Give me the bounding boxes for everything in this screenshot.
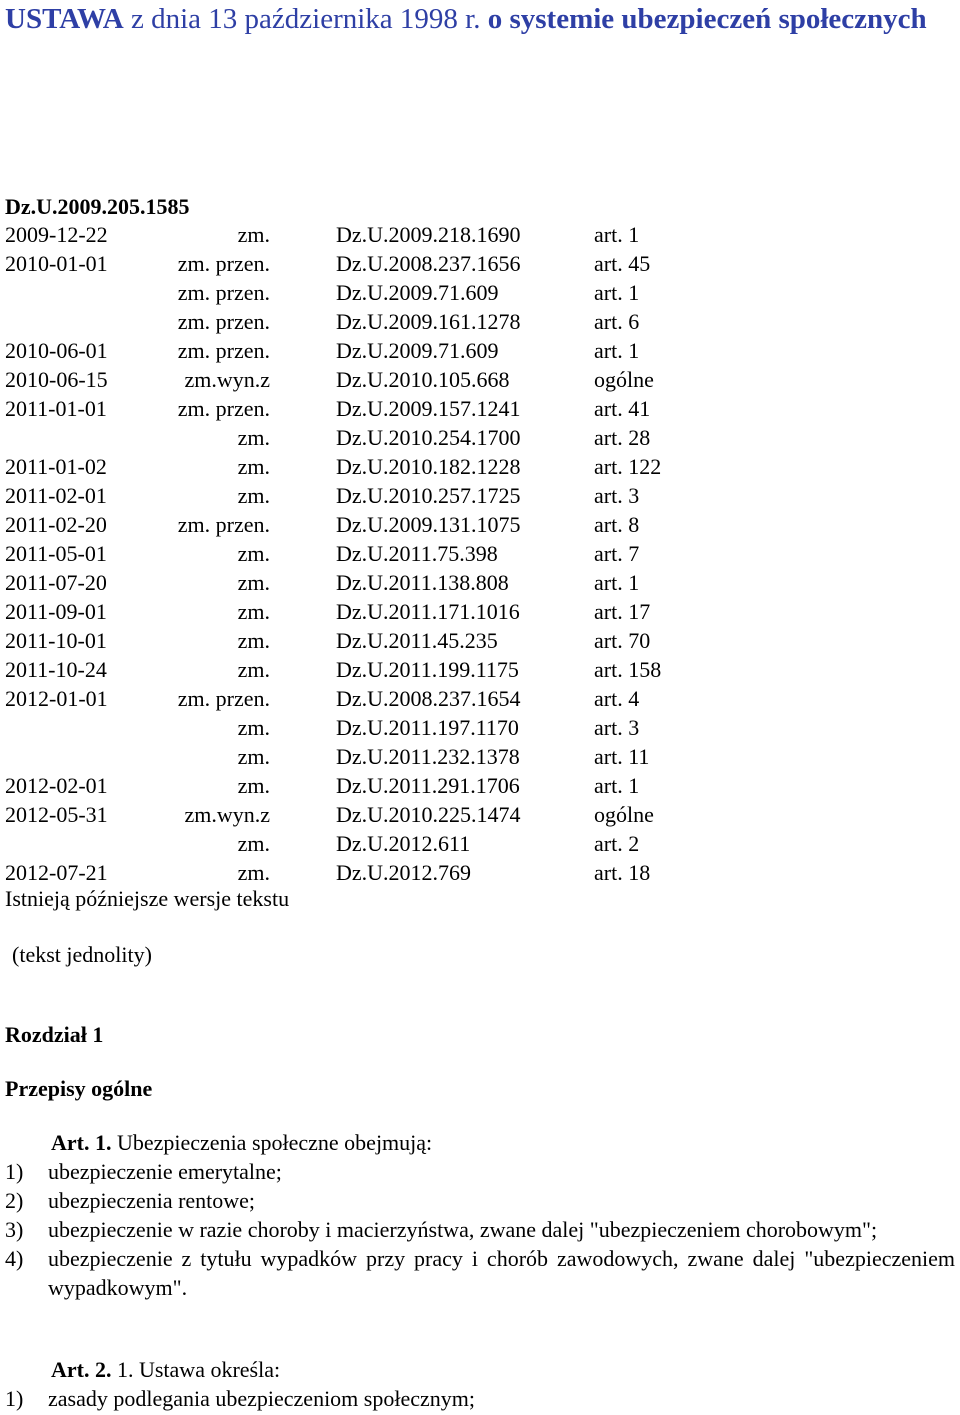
amendment-type: zm. <box>237 860 270 885</box>
amendment-article: art. 6 <box>594 309 640 334</box>
article-2-items <box>5 1384 955 1413</box>
amendment-ref: Dz.U.2011.171.1016 <box>336 599 520 624</box>
amendment-ref: Dz.U.2009.161.1278 <box>336 309 521 334</box>
amendment-type: zm. <box>237 570 270 595</box>
amendment-article: art. 3 <box>594 483 640 508</box>
later-versions-note: Istnieją późniejsze wersje tekstu <box>5 886 290 911</box>
amendment-type: zm. <box>237 744 270 769</box>
list-item <box>5 1384 955 1413</box>
amendment-type: zm. przen. <box>177 251 270 276</box>
amendment-row <box>5 597 705 626</box>
list-item-text: ubezpieczenia rentowe; <box>48 1188 256 1213</box>
article-1-items <box>5 1157 955 1302</box>
title-subject: o systemie ubezpieczeń społecznych <box>487 3 927 35</box>
amendment-article: art. 7 <box>594 541 640 566</box>
amendment-date: 2011-01-02 <box>5 454 107 479</box>
amendment-row <box>5 684 705 713</box>
amendment-ref: Dz.U.2008.237.1656 <box>336 251 521 276</box>
amendment-date: 2011-10-01 <box>5 628 107 653</box>
amendment-article: art. 17 <box>594 599 651 624</box>
amendment-type: zm. <box>237 773 270 798</box>
amendment-type: zm. <box>237 715 270 740</box>
amendment-date: 2011-07-20 <box>5 570 107 595</box>
amendment-type: zm.wyn.z <box>184 802 270 827</box>
amendment-article: art. 3 <box>594 715 640 740</box>
amendment-type: zm. <box>237 425 270 450</box>
amendment-ref: Dz.U.2010.182.1228 <box>336 454 521 479</box>
amendment-article: art. 45 <box>594 251 651 276</box>
amendment-row <box>5 742 705 771</box>
article-1-intro: Ubezpieczenia społeczne obejmują: <box>111 1130 433 1155</box>
amendment-article: art. 41 <box>594 396 651 421</box>
list-item-text: zasady podlegania ubezpieczeniom społecznym; <box>48 1386 475 1411</box>
chapter-heading: Rozdział 1 <box>5 1022 104 1047</box>
amendment-article: ogólne <box>594 802 654 827</box>
amendment-article: art. 28 <box>594 425 651 450</box>
amendment-date: 2010-06-15 <box>5 367 108 392</box>
amendment-date: 2011-10-24 <box>5 657 107 682</box>
amendment-row <box>5 249 705 278</box>
title-act-type: USTAWA <box>5 3 124 35</box>
chapter-title: Przepisy ogólne <box>5 1076 153 1101</box>
amendment-row <box>5 278 705 307</box>
amendment-type: zm. przen. <box>177 512 270 537</box>
amendment-article: art. 70 <box>594 628 651 653</box>
amendment-ref: Dz.U.2011.199.1175 <box>336 657 519 682</box>
amendment-row <box>5 365 705 394</box>
amendment-type: zm. przen. <box>177 686 270 711</box>
list-item-number: 4) <box>5 1246 24 1271</box>
article-2-heading <box>51 1355 280 1384</box>
list-item-text: ubezpieczenie w razie choroby i macierzyństwa, zwane dalej "ubezpieczeniem chorobowym"; <box>48 1217 878 1242</box>
list-item <box>5 1244 955 1302</box>
amendment-ref: Dz.U.2008.237.1654 <box>336 686 521 711</box>
amendment-row <box>5 858 705 887</box>
list-item-number: 2) <box>5 1188 24 1213</box>
amendment-ref: Dz.U.2009.71.609 <box>336 338 499 363</box>
amendment-ref: Dz.U.2011.232.1378 <box>336 744 520 769</box>
amendment-ref: Dz.U.2009.218.1690 <box>336 222 521 247</box>
amendment-ref: Dz.U.2009.157.1241 <box>336 396 521 421</box>
list-item-number: 1) <box>5 1386 24 1411</box>
amendment-ref: Dz.U.2012.769 <box>336 860 472 885</box>
amendment-ref: Dz.U.2010.254.1700 <box>336 425 521 450</box>
amendment-row <box>5 510 705 539</box>
amendment-row <box>5 307 705 336</box>
list-item-number: 1) <box>5 1159 24 1184</box>
amendment-article: ogólne <box>594 367 654 392</box>
amendment-article: art. 4 <box>594 686 640 711</box>
list-item-text: ubezpieczenie z tytułu wypadków przy pracy i chorób zawodowych, zwane dalej "ubezpieczeniem wypadkowym". <box>48 1246 955 1300</box>
amendment-ref: Dz.U.2011.45.235 <box>336 628 498 653</box>
amendment-type: zm. <box>237 599 270 624</box>
amendment-type: zm. przen. <box>177 338 270 363</box>
act-reference: Dz.U.2009.205.1585 <box>5 194 190 219</box>
amendment-date: 2011-09-01 <box>5 599 107 624</box>
amendment-row <box>5 423 705 452</box>
amendment-type: zm. <box>237 541 270 566</box>
title-date: z dnia 13 października 1998 r. <box>123 3 488 35</box>
amendment-article: art. 1 <box>594 280 640 305</box>
amendment-row <box>5 800 705 829</box>
amendment-row <box>5 829 705 858</box>
list-item <box>5 1157 955 1186</box>
amendment-type: zm. przen. <box>177 280 270 305</box>
amendment-row <box>5 220 705 249</box>
amendment-type: zm.wyn.z <box>184 367 270 392</box>
consolidated-text-label: (tekst jednolity) <box>12 942 152 967</box>
amendment-ref: Dz.U.2010.105.668 <box>336 367 510 392</box>
amendment-row <box>5 626 705 655</box>
amendment-article: art. 2 <box>594 831 640 856</box>
amendment-type: zm. przen. <box>177 396 270 421</box>
article-2-label: Art. 2. <box>51 1357 112 1382</box>
amendment-row <box>5 568 705 597</box>
amendment-row <box>5 771 705 800</box>
amendment-date: 2012-02-01 <box>5 773 108 798</box>
amendment-row <box>5 452 705 481</box>
amendment-row <box>5 481 705 510</box>
amendment-ref: Dz.U.2011.291.1706 <box>336 773 520 798</box>
amendment-article: art. 8 <box>594 512 640 537</box>
amendment-ref: Dz.U.2011.75.398 <box>336 541 498 566</box>
amendment-ref: Dz.U.2012.611 <box>336 831 471 856</box>
list-item <box>5 1215 955 1244</box>
amendment-article: art. 11 <box>594 744 650 769</box>
document-title <box>5 0 955 38</box>
amendment-type: zm. <box>237 483 270 508</box>
amendment-article: art. 1 <box>594 773 640 798</box>
article-1-heading <box>51 1128 432 1157</box>
amendment-ref: Dz.U.2009.71.609 <box>336 280 499 305</box>
amendment-date: 2012-05-31 <box>5 802 108 827</box>
amendment-date: 2011-01-01 <box>5 396 107 421</box>
amendment-type: zm. <box>237 628 270 653</box>
amendment-article: art. 1 <box>594 338 640 363</box>
amendment-type: zm. <box>237 222 270 247</box>
amendment-date: 2012-07-21 <box>5 860 108 885</box>
amendment-type: zm. przen. <box>177 309 270 334</box>
amendment-row <box>5 539 705 568</box>
article-2-intro: 1. Ustawa określa: <box>111 1357 281 1382</box>
amendment-row <box>5 394 705 423</box>
amendment-article: art. 1 <box>594 222 640 247</box>
amendment-date: 2011-02-01 <box>5 483 107 508</box>
amendment-article: art. 122 <box>594 454 662 479</box>
list-item-number: 3) <box>5 1217 24 1242</box>
list-item-text: ubezpieczenie emerytalne; <box>48 1159 282 1184</box>
amendment-type: zm. <box>237 831 270 856</box>
amendment-date: 2011-05-01 <box>5 541 107 566</box>
amendment-ref: Dz.U.2010.225.1474 <box>336 802 521 827</box>
amendment-date: 2010-06-01 <box>5 338 108 363</box>
amendment-row <box>5 336 705 365</box>
amendment-type: zm. <box>237 657 270 682</box>
amendment-ref: Dz.U.2011.197.1170 <box>336 715 519 740</box>
amendment-date: 2010-01-01 <box>5 251 108 276</box>
amendment-ref: Dz.U.2009.131.1075 <box>336 512 521 537</box>
amendment-date: 2012-01-01 <box>5 686 108 711</box>
amendment-date: 2011-02-20 <box>5 512 107 537</box>
amendment-article: art. 158 <box>594 657 662 682</box>
amendments-table <box>5 220 705 887</box>
amendment-date: 2009-12-22 <box>5 222 108 247</box>
list-item <box>5 1186 955 1215</box>
amendment-article: art. 18 <box>594 860 651 885</box>
amendment-article: art. 1 <box>594 570 640 595</box>
article-1-label: Art. 1. <box>51 1130 112 1155</box>
amendment-row <box>5 655 705 684</box>
amendment-ref: Dz.U.2011.138.808 <box>336 570 509 595</box>
amendment-row <box>5 713 705 742</box>
amendment-type: zm. <box>237 454 270 479</box>
amendment-ref: Dz.U.2010.257.1725 <box>336 483 521 508</box>
